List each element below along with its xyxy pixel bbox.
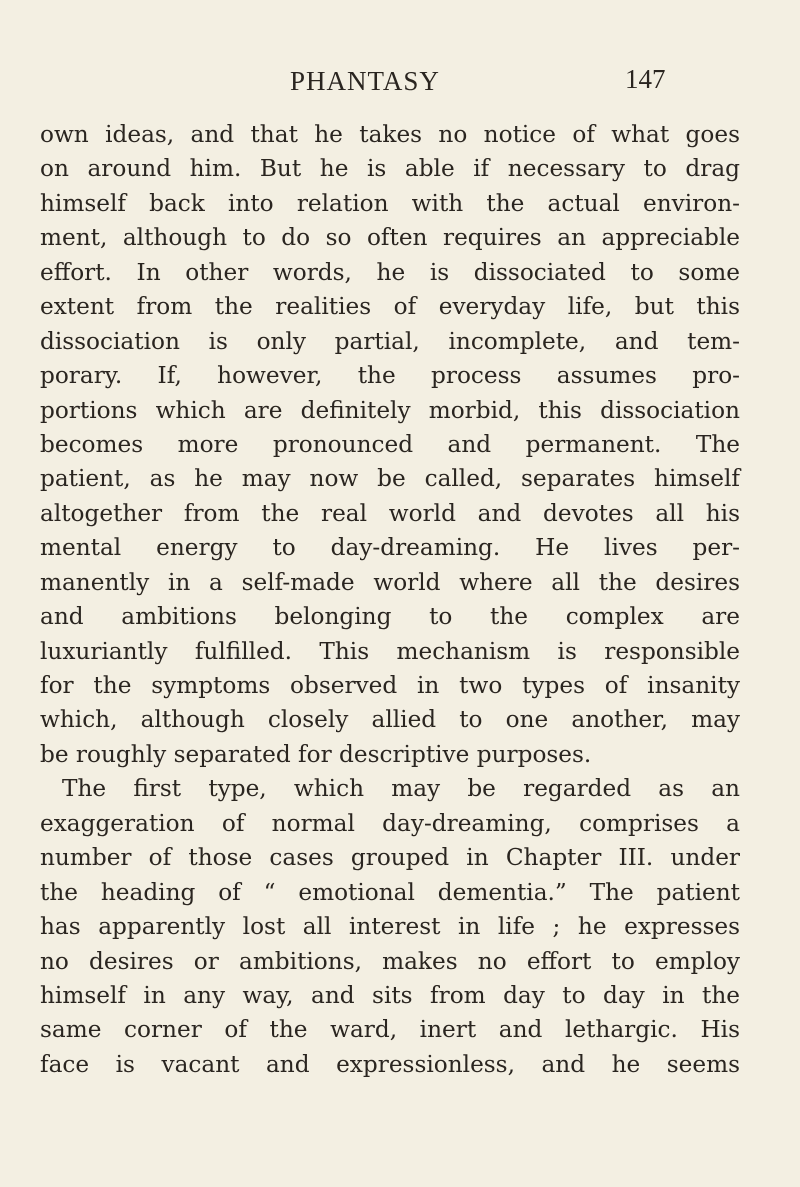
text-line: luxuriantly fulfilled. This mechanism is responsible xyxy=(40,637,740,665)
text-line: exaggeration of normal day-dreaming, comprises a xyxy=(40,809,740,837)
text-line: for the symptoms observed in two types of insanity xyxy=(40,672,740,699)
text-line: mental energy to day-dreaming. He lives per- xyxy=(40,534,740,562)
text-line: own ideas, and that he takes no notice of what goes xyxy=(40,121,740,148)
body-text xyxy=(40,118,740,1082)
text-line: himself back into relation with the actual environ- xyxy=(40,189,740,217)
page-number: 147 xyxy=(625,64,666,94)
text-line: becomes more pronounced and permanent. The xyxy=(40,430,740,458)
text-line: has apparently lost all interest in life ; he expresses xyxy=(40,913,740,941)
text-line: portions which are definitely morbid, this dissociation xyxy=(40,396,740,424)
text-line: on around him. But he is able if necessary to drag xyxy=(40,155,740,183)
text-line: and ambitions belonging to the complex are xyxy=(40,603,740,631)
running-head xyxy=(0,66,800,106)
text-line: dissociation is only partial, incomplete, and tem- xyxy=(40,327,740,355)
text-line: be roughly separated for descriptive purposes. xyxy=(40,740,592,768)
text-line: ment, although to do so often requires an appreciable xyxy=(40,224,740,252)
text-line: The first type, which may be regarded as an xyxy=(62,775,740,803)
text-line: extent from the realities of everyday life, but this xyxy=(40,293,740,321)
text-line: himself in any way, and sits from day to day in the xyxy=(40,981,740,1009)
text-line: same corner of the ward, inert and lethargic. His xyxy=(40,1016,740,1044)
running-title: PHANTASY xyxy=(290,66,440,96)
text-line: which, although closely allied to one another, may xyxy=(40,706,740,734)
text-line: the heading of “ emotional dementia.” The patient xyxy=(40,878,740,906)
text-line: altogether from the real world and devotes all his xyxy=(40,499,740,527)
text-line: number of those cases grouped in Chapter III. under xyxy=(40,844,740,872)
text-line: porary. If, however, the process assumes pro- xyxy=(40,362,740,390)
text-line: face is vacant and expressionless, and he seems xyxy=(40,1050,740,1078)
text-line: manently in a self-made world where all the desires xyxy=(40,568,740,596)
text-line: patient, as he may now be called, separates himself xyxy=(40,465,740,493)
text-line: effort. In other words, he is dissociated to some xyxy=(40,258,740,286)
text-line: no desires or ambitions, makes no effort to employ xyxy=(40,947,740,975)
